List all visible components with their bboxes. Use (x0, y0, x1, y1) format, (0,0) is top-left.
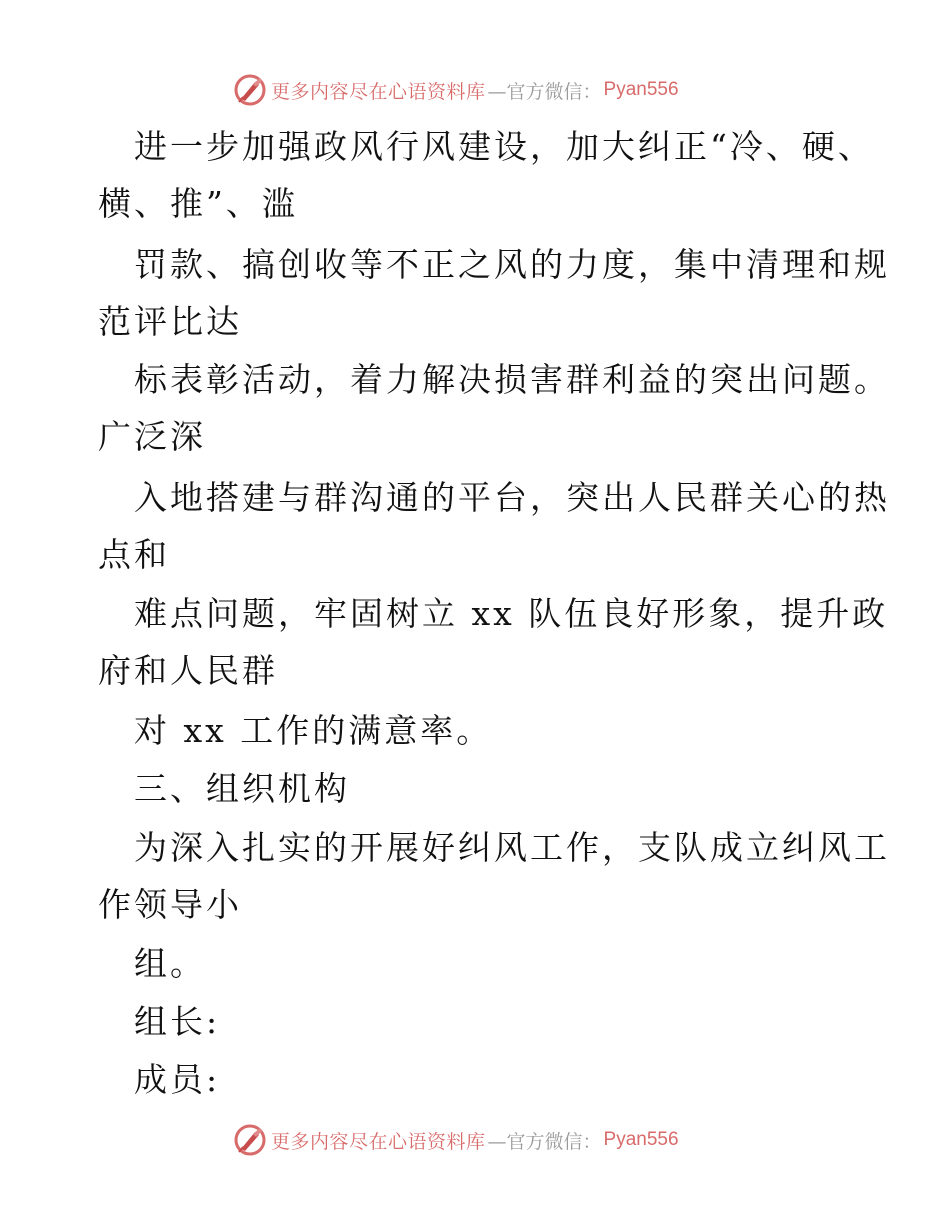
text-line: 标表彰活动，着力解决损害群利益的突出问题。 (134, 360, 890, 399)
group-leader-label: 组长: (134, 1002, 221, 1041)
text-line: 作领导小 (98, 885, 242, 924)
text-line: 横、推”、滥 (98, 184, 298, 223)
group-members-label: 成员: (134, 1060, 221, 1099)
text-line: 难点问题，牢固树立 xx 队伍良好形象，提升政 (134, 594, 889, 633)
text-line: 罚款、搞创收等不正之风的力度，集中清理和规 (134, 245, 890, 284)
banner-wechat-id: Pyan556 (603, 1129, 679, 1150)
quill-pen-icon (233, 1123, 267, 1157)
banner-separator: —官方微信： (487, 80, 602, 103)
text-line: 点和 (98, 535, 170, 574)
section-heading: 三、组织机构 (134, 769, 350, 808)
banner-title: 更多内容尽在心语资料库 (271, 1130, 486, 1153)
banner-separator: —官方微信： (487, 1130, 602, 1153)
text-line: 为深入扎实的开展好纠风工作，支队成立纠风工 (134, 828, 890, 867)
text-line: 对 xx 工作的满意率。 (134, 711, 493, 750)
text-line: 府和人民群 (98, 651, 278, 690)
banner-wechat-id: Pyan556 (603, 79, 679, 100)
text-line: 入地搭建与群沟通的平台，突出人民群关心的热 (134, 478, 890, 517)
text-line: 组。 (134, 944, 206, 983)
footer-banner (233, 1122, 679, 1158)
text-line: 广泛深 (98, 417, 206, 456)
text-line: 范评比达 (98, 302, 242, 341)
quill-pen-icon (233, 73, 267, 107)
text-line: 进一步加强政风行风建设，加大纠正“冷、硬、 (134, 127, 874, 166)
header-banner (233, 72, 679, 108)
banner-title: 更多内容尽在心语资料库 (271, 80, 486, 103)
